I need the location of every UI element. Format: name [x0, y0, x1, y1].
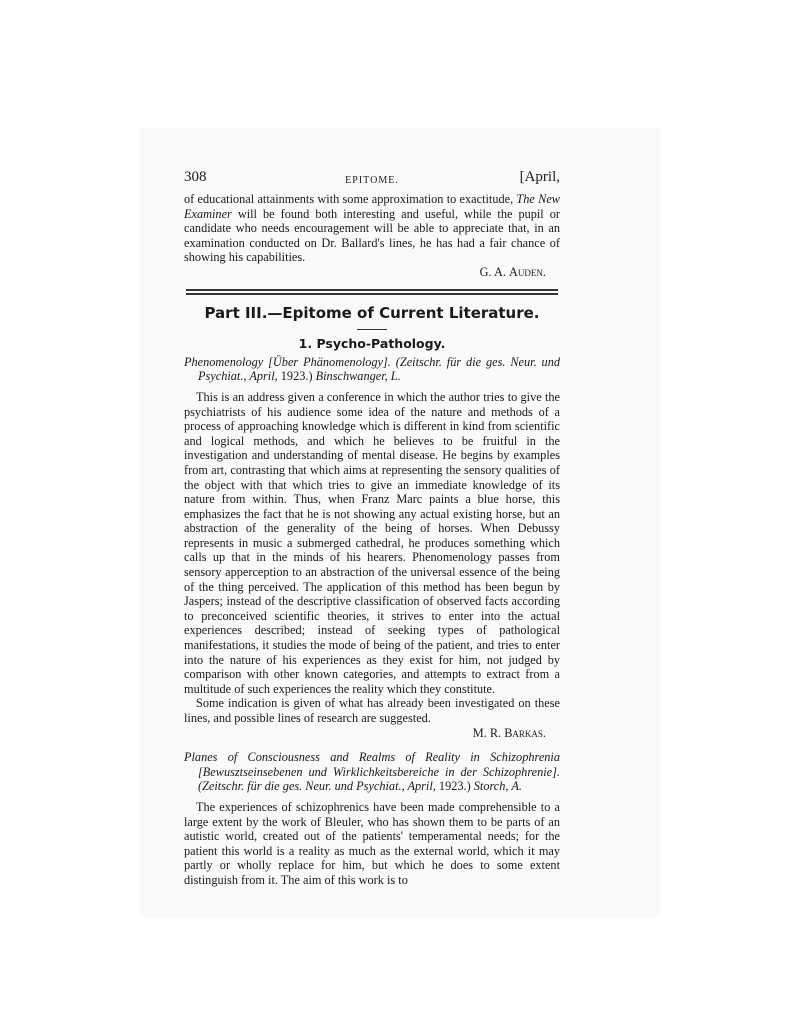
- intro-paragraph: of educational attainments with some approximation to exactitude, The New Examiner will be found both interesting and useful, while the pupil or candidate who needs encouragement will be able to appreciate that, in an examination conducted on Dr. Ballard's lines, he has had a fair chance of showing his capabilities.: [184, 192, 560, 265]
- running-month: [April,: [519, 169, 560, 185]
- article1-paragraph-1: This is an address given a conference in which the author tries to give the psychiatrists of his audience some idea of the nature and methods of a process of approaching knowledge which is different in kind from scientific and logical methods, and which he believes to be fruitful in the investigation and understanding of mental disease. He begins by examples from art, contrasting that which aims at representing the sensory qualities of the object with that which tries to give an immediate knowledge of its nature from within. Thus, when Franz Marc paints a blue horse, this emphasizes the fact that he is not showing any actual existing horse, but an abstraction of the generality of the being of horses. When Debussy represents in music a submerged cathedral, he produces something which calls up that in the minds of his hearers. Phenomenology passes from sensory apperception to an abstraction of the universal essence of the being of the thing perceived. The application of this method has been begun by Jaspers; instead of the descriptive classification of observed facts according to preconceived scientific theories, it strives to enter into the actual experiences described; instead of seeking types of pathological manifestations, it studies the mode of being of the patient, and tries to enter into the nature of his experiences as they exist for him, not judged by comparison with other known categories, and attempts to extract from a multitude of such experiences the reality which they constitute.: [184, 389, 560, 696]
- running-head: [184, 170, 560, 192]
- section-heading: 1. Psycho-Pathology.: [298, 336, 446, 352]
- page-number: 308: [184, 169, 207, 185]
- short-rule: [357, 329, 387, 330]
- article2-reference: Planes of Consciousness and Realms of Reality in Schizophrenia [Bewusztseinsebenen und Wirklichkeitsbereiche in der Schizophrenie]. (Zeitschr. für die ges. Neur. und Psychiat., April, 1923.) Storch, A.: [184, 750, 560, 794]
- running-title: EPITOME.: [345, 175, 399, 186]
- article1-reference: Phenomenology [Über Phänomenology]. (Zeitschr. für die ges. Neur. und Psychiat., April, 1923.) Binschwanger, L.: [184, 354, 560, 384]
- page-text: [184, 170, 560, 888]
- double-rule: [186, 289, 558, 295]
- article2-paragraph: The experiences of schizophrenics have been made comprehensible to a large extent by the work of Bleuler, who has shown them to be parts of an autistic world, created out of the patients' temperamental needs; for the patient this world is a reality as much as the external world, which it may partly or wholly replace for him, but which he does to some extent distinguish from it. The aim of this work is to: [184, 799, 560, 887]
- intro-signature: G. A. Auden.: [479, 264, 546, 279]
- part-title: Part III.—Epitome of Current Literature.: [204, 303, 540, 322]
- article1-paragraph-2: Some indication is given of what has already been investigated on these lines, and possible lines of research are suggested.: [184, 696, 560, 725]
- article1-signature: M. R. Barkas.: [472, 725, 546, 740]
